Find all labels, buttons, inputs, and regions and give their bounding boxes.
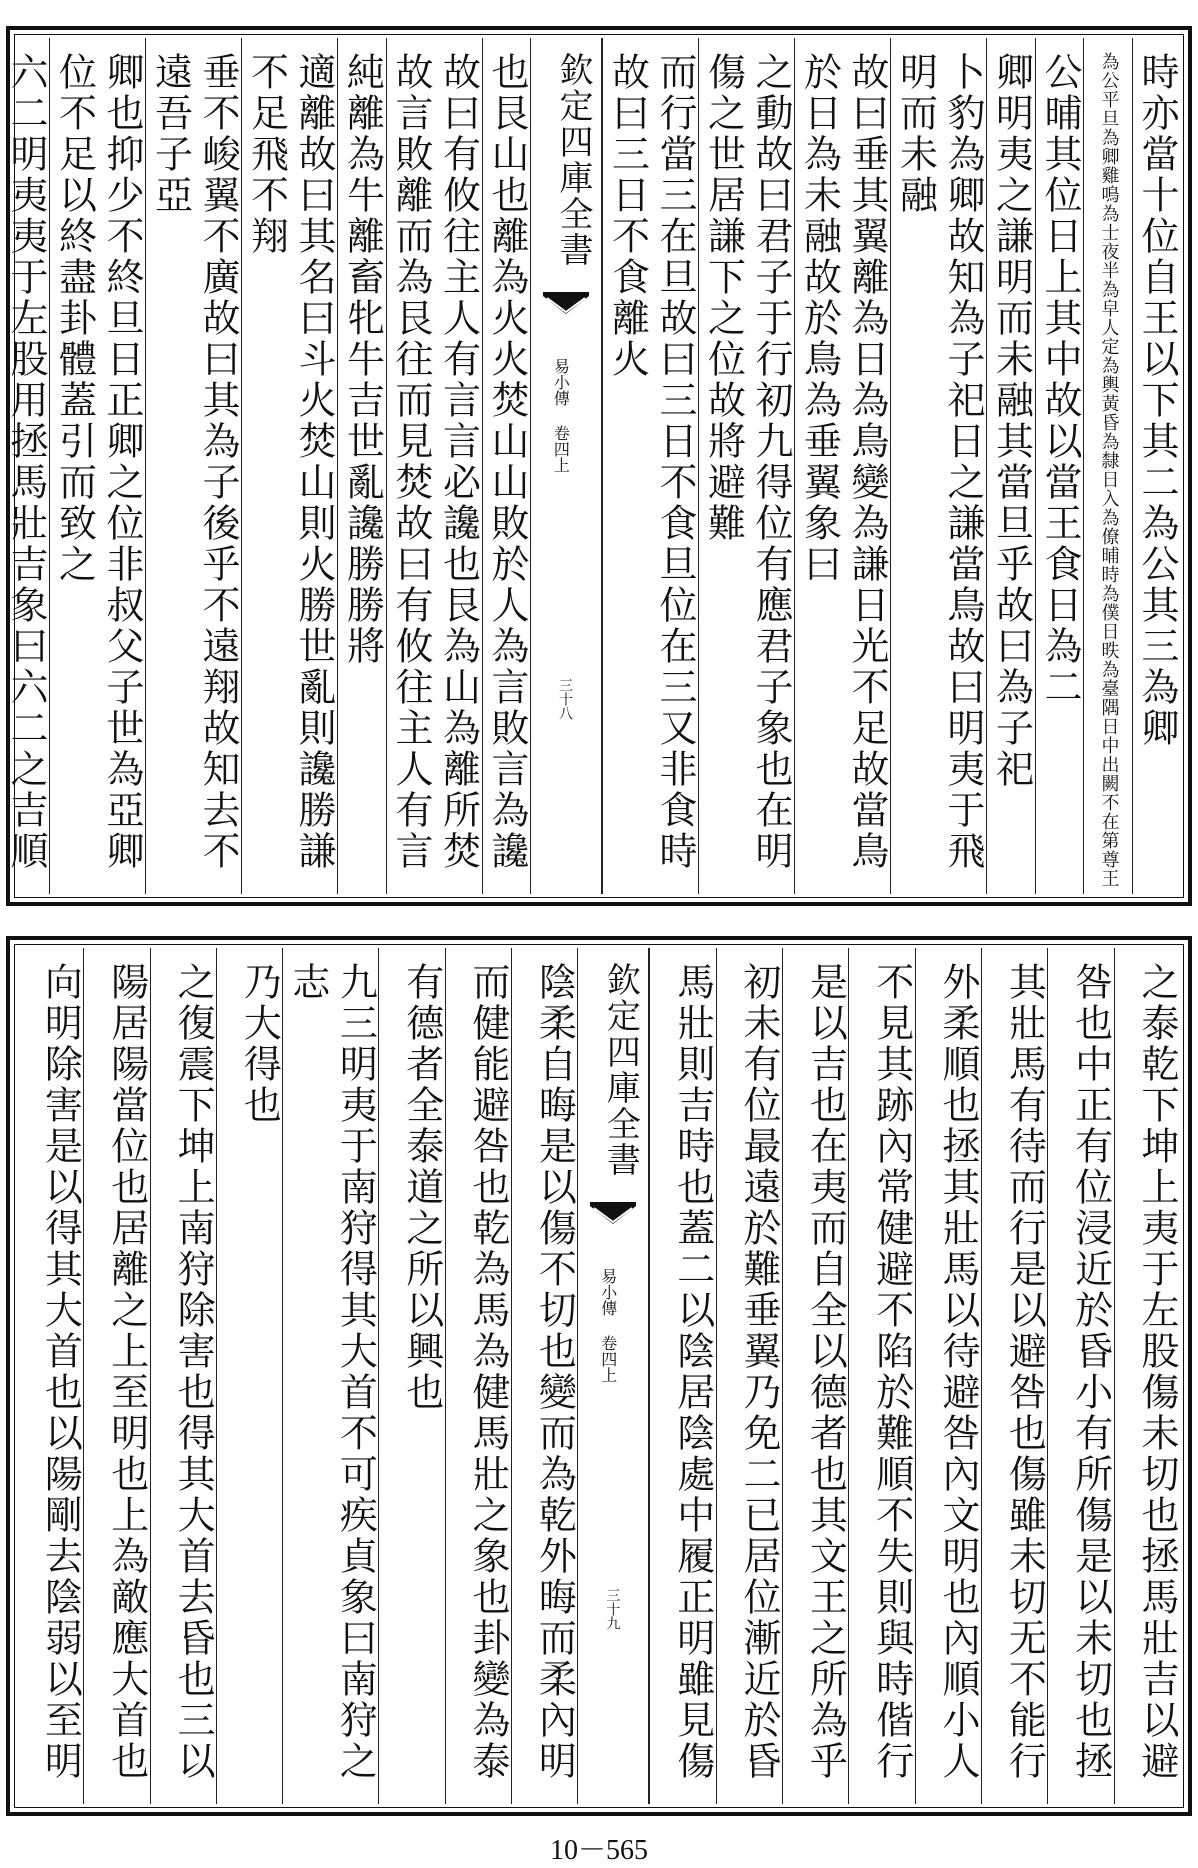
text-column: 不見其跡內常健避不陷於難順不失則與時偕行 (848, 948, 914, 1804)
text-column: 之動故曰君子于行初九得位有應君子象也在明傷之世居謙下之位故將避難 (698, 38, 794, 894)
text-column: 陰柔自晦是以傷不切也變而為乾外晦而柔內明 (511, 948, 577, 1804)
fish-tail-ornament-icon (588, 1198, 638, 1228)
text-column: 外柔順也拯其壯馬以待避咎內文明也內順小人 (915, 948, 981, 1804)
text-column: 垂不峻翼不廣故曰其為子後乎不遠翔故知去不遠吾子亞 (145, 38, 241, 894)
text-column: 咎也中正有位浸近於昏小有所傷是以未切也拯 (1047, 948, 1113, 1804)
bottom-page (6, 936, 1192, 1816)
text-column: 卜豹為卿故知為子祀日之謙當鳥故曰明夷于飛明而未融 (890, 38, 986, 894)
text-column: 向明除害是以得其大首也以陽剛去陰弱以至明 (38, 962, 83, 1782)
book-title: 欽定四庫全書 (600, 962, 641, 1178)
folio-number: 三十八 (557, 678, 573, 720)
text-column: 馬壯則吉時也蓋二以陰居陰處中履正明雖見傷 (649, 948, 715, 1804)
text-column: 陽居陽當位也居離之上至明也上為敵應大首也 (83, 948, 149, 1804)
text-column: 有德者全泰道之所以興也 (378, 948, 444, 1804)
text-column: 六二明夷夷于左股用拯馬壯吉象曰六二之吉順 (0, 38, 49, 894)
center-fold (530, 38, 602, 894)
text-column: 純離為牛離畜牝牛吉世亂讒勝勝將 (337, 38, 386, 894)
text-column: 九三明夷于南狩得其大首不可疾貞象曰南狩之志 (282, 948, 378, 1804)
text-column: 而健能避咎也乾為馬為健馬壯之象也卦變為泰 (445, 948, 511, 1804)
text-column: 故曰有攸往主人有言言必讒也艮為山為離所焚故言敗離而為艮往而見焚故曰有攸往主人有言 (386, 38, 482, 894)
bottom-page-columns (18, 948, 1180, 1804)
folio-number: 三十九 (604, 1588, 621, 1630)
text-column: 其壯馬有待而行是以避咎也傷雖未切无不能行 (981, 948, 1047, 1804)
text-column: 之泰乾下坤上夷于左股傷未切也拯馬壯吉以避 (1114, 948, 1180, 1804)
text-column: 乃大得也 (216, 948, 282, 1804)
text-column: 時亦當十位自王以下其二為公其三為卿 (1132, 38, 1181, 894)
text-column: 卿明夷之謙明而未融其當旦乎故曰為子祀 (986, 38, 1035, 894)
text-column (1083, 38, 1132, 894)
text-column: 卿也抑少不終旦日正卿之位非叔父子世為亞卿位不足以終盡卦體蓋引而致之 (49, 38, 145, 894)
commentary-note: 為公平旦為卿雞鳴為士夜半為皁人定為輿黃昏為隸日入為僚晡時為僕日昳為臺隅日中出闕不在第尊王 (1098, 52, 1120, 888)
text-column: 是以吉也在夷而自全以德者也其文王之所為乎 (782, 948, 848, 1804)
text-column: 也艮山也離為火火焚山山敗於人為言敗言為讒 (482, 38, 531, 894)
book-title: 欽定四庫全書 (553, 52, 593, 268)
text-column: 初未有位最遠於難垂翼乃免二已居位漸近於昏 (716, 948, 782, 1804)
top-page-columns (4, 38, 1180, 894)
text-column: 而行當三在旦故曰三日不食旦位在三又非食時故曰三日不食離火 (602, 38, 698, 894)
text-column: 之復震下坤上南狩除害也得其大首去昏也三以 (150, 948, 216, 1804)
volume-label: 易小傳 卷四上 (598, 1268, 618, 1383)
text-column: 適離故曰其名曰斗火焚山則火勝世亂則讒勝謙不足飛不翔 (241, 38, 337, 894)
fish-tail-ornament-icon (541, 288, 591, 318)
page-number: 10－565 (549, 1835, 648, 1866)
center-fold (577, 948, 649, 1804)
volume-label: 易小傳 卷四上 (551, 358, 571, 473)
text-column: 公晡其位日上其中故以當王食日為二 (1035, 38, 1084, 894)
top-page (6, 26, 1192, 906)
text-column: 故曰垂其翼離為日為鳥變為謙日光不足故當鳥於日為未融故於鳥為垂翼象曰 (794, 38, 890, 894)
